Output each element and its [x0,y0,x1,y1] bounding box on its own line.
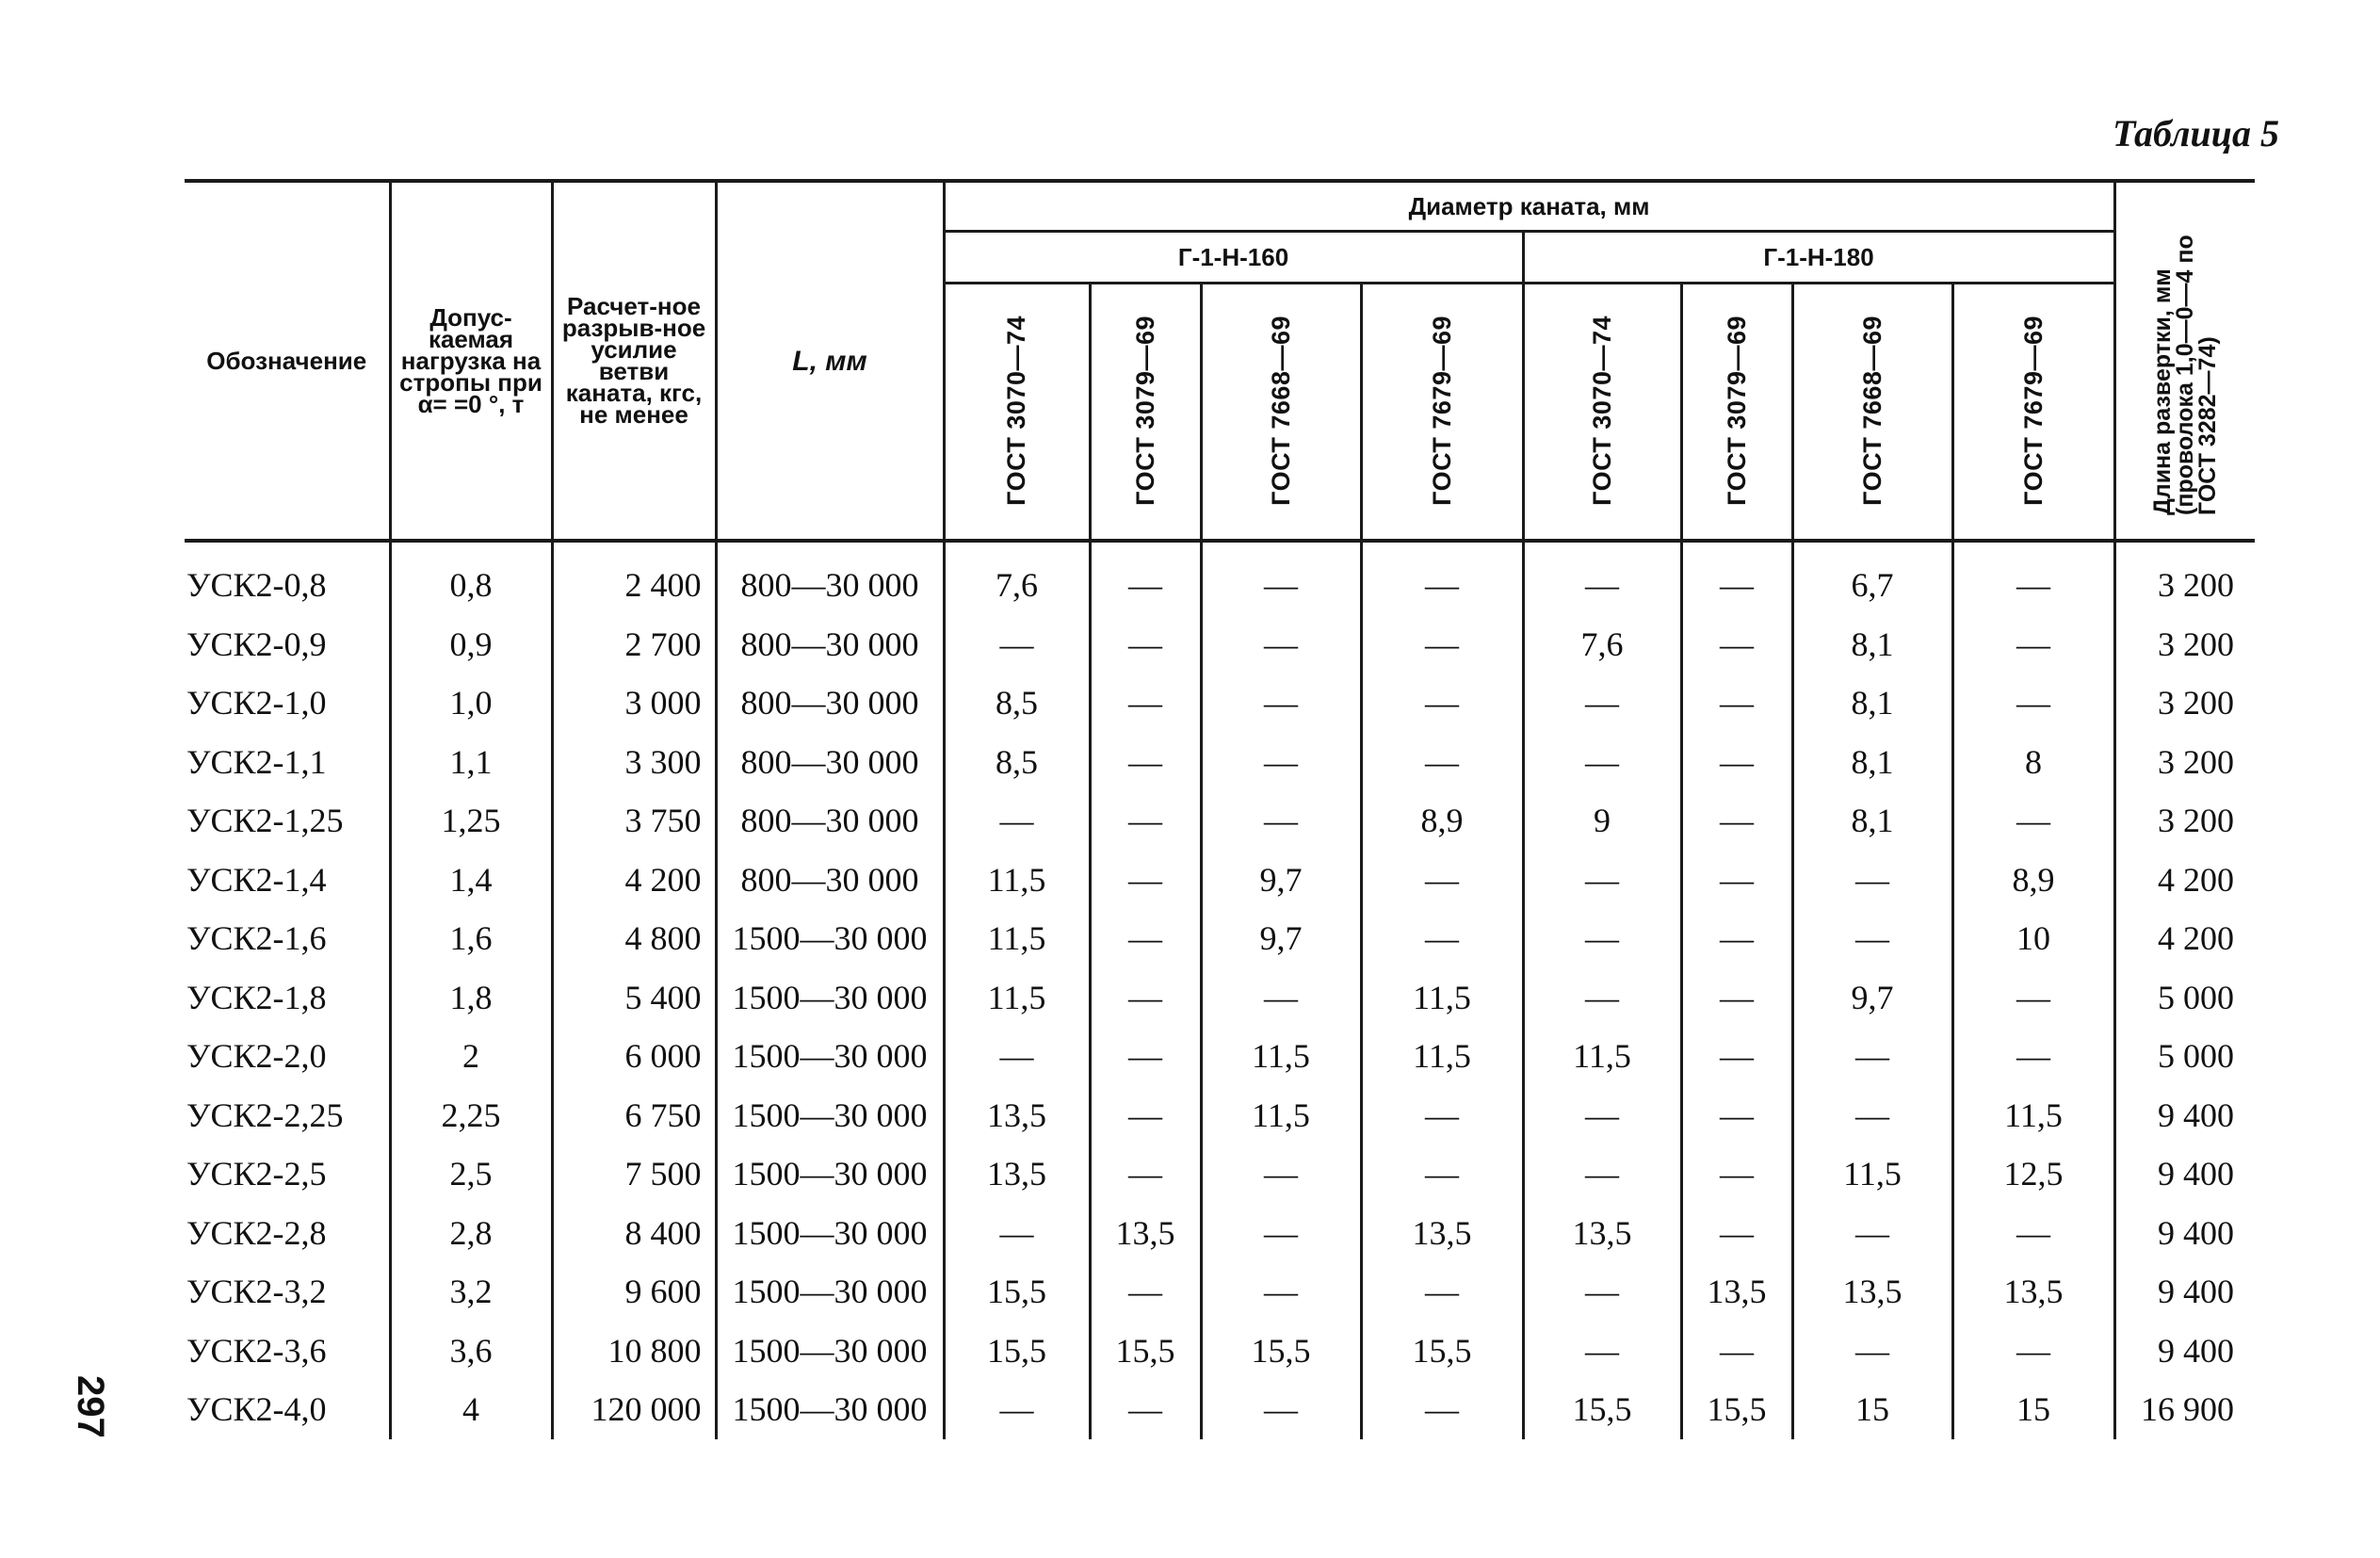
page-number: 297 [70,1375,111,1438]
cell-development-length: 5 000 [2114,968,2255,1028]
cell-breaking-force: 3 000 [552,674,716,733]
cell-development-length: 5 000 [2114,1027,2255,1086]
header-rope-diameter: Диаметр каната, мм [944,181,2114,232]
cell-diameter: — [1201,1144,1361,1204]
cell-diameter: 12,5 [1952,1144,2114,1204]
cell-diameter: — [1090,791,1201,851]
cell-diameter: — [1952,1027,2114,1086]
cell-breaking-force: 4 800 [552,909,716,968]
cell-diameter: 13,5 [1523,1204,1681,1263]
cell-diameter: 11,5 [1361,1027,1523,1086]
cell-diameter: — [1681,1027,1792,1086]
cell-load: 3,2 [390,1262,552,1322]
cell-diameter: 13,5 [1090,1204,1201,1263]
cell-diameter: — [1792,851,1952,910]
cell-designation: УСК2-2,8 [185,1204,390,1263]
cell-diameter: — [1952,968,2114,1028]
cell-development-length: 3 200 [2114,733,2255,792]
cell-diameter: — [1090,1380,1201,1439]
cell-diameter: 8,9 [1361,791,1523,851]
cell-diameter: 15,5 [1090,1322,1201,1381]
cell-breaking-force: 7 500 [552,1144,716,1204]
cell-length: 1500—30 000 [716,909,944,968]
cell-load: 1,6 [390,909,552,968]
cell-diameter: — [1361,674,1523,733]
cell-diameter: — [1201,1204,1361,1263]
cell-diameter: — [1361,1086,1523,1145]
cell-diameter: — [1681,733,1792,792]
cell-diameter: — [944,1380,1090,1439]
cell-length: 800—30 000 [716,733,944,792]
cell-diameter: — [1201,1262,1361,1322]
cell-diameter: 11,5 [1952,1086,2114,1145]
cell-diameter: 8,5 [944,674,1090,733]
cell-diameter: — [1523,541,1681,615]
cell-diameter: — [1090,1262,1201,1322]
table-row [185,1086,2255,1145]
cell-diameter: — [1201,541,1361,615]
header-gost-7668-a: ГОСТ 7668—69 [1201,284,1361,542]
cell-diameter: 8,1 [1792,674,1952,733]
table-row [185,1144,2255,1204]
cell-diameter: — [1361,1380,1523,1439]
cell-diameter: — [1361,1262,1523,1322]
cell-diameter: — [1952,674,2114,733]
header-group-180: Г-1-Н-180 [1523,232,2114,284]
header-gost-3070-b: ГОСТ 3070—74 [1523,284,1681,542]
cell-diameter: — [1201,791,1361,851]
cell-diameter: — [1090,1144,1201,1204]
cell-development-length: 9 400 [2114,1262,2255,1322]
cell-load: 3,6 [390,1322,552,1381]
table-row [185,615,2255,674]
cell-diameter: — [1523,1144,1681,1204]
cell-diameter: — [1361,851,1523,910]
cell-diameter: — [1681,791,1792,851]
header-group-160: Г-1-Н-160 [944,232,1523,284]
table-row [185,674,2255,733]
cell-diameter: 15,5 [1361,1322,1523,1381]
cell-diameter: — [944,791,1090,851]
cell-diameter: — [1681,615,1792,674]
cell-diameter: — [1523,851,1681,910]
cell-diameter: 15,5 [1681,1380,1792,1439]
cell-diameter: 11,5 [1201,1086,1361,1145]
table-caption: Таблица 5 [2113,112,2279,154]
cell-load: 2,8 [390,1204,552,1263]
header-gost-3079-a: ГОСТ 3079—69 [1090,284,1201,542]
specification-table [185,179,2255,1439]
table-row [185,1027,2255,1086]
cell-diameter: — [1090,909,1201,968]
cell-designation: УСК2-4,0 [185,1380,390,1439]
cell-diameter: 8,1 [1792,733,1952,792]
cell-designation: УСК2-3,2 [185,1262,390,1322]
cell-load: 1,8 [390,968,552,1028]
cell-diameter: 15 [1952,1380,2114,1439]
cell-diameter: 7,6 [1523,615,1681,674]
cell-diameter: — [944,1204,1090,1263]
cell-diameter: — [1523,909,1681,968]
cell-diameter: 13,5 [1681,1262,1792,1322]
cell-diameter: 15 [1792,1380,1952,1439]
cell-diameter: — [1090,1027,1201,1086]
cell-diameter: — [1523,674,1681,733]
cell-diameter: — [1361,909,1523,968]
cell-diameter: 9,7 [1201,851,1361,910]
cell-diameter: — [1681,1144,1792,1204]
cell-diameter: — [1201,674,1361,733]
table-row [185,909,2255,968]
cell-breaking-force: 9 600 [552,1262,716,1322]
header-gost-3079-b: ГОСТ 3079—69 [1681,284,1792,542]
cell-diameter: 11,5 [1792,1144,1952,1204]
header-gost-7679-a: ГОСТ 7679—69 [1361,284,1523,542]
cell-designation: УСК2-0,9 [185,615,390,674]
cell-load: 2 [390,1027,552,1086]
cell-diameter: 15,5 [944,1262,1090,1322]
cell-diameter: — [1792,909,1952,968]
cell-breaking-force: 8 400 [552,1204,716,1263]
cell-development-length: 9 400 [2114,1322,2255,1381]
cell-diameter: 15,5 [1201,1322,1361,1381]
cell-diameter: — [1361,1144,1523,1204]
cell-diameter: — [1090,733,1201,792]
cell-designation: УСК2-2,25 [185,1086,390,1145]
cell-diameter: 9,7 [1792,968,1952,1028]
cell-load: 2,25 [390,1086,552,1145]
cell-diameter: — [1361,733,1523,792]
cell-length: 800—30 000 [716,615,944,674]
cell-diameter: 11,5 [944,968,1090,1028]
header-designation: Обозначение [185,181,390,541]
cell-diameter: — [1090,541,1201,615]
cell-diameter: 11,5 [1523,1027,1681,1086]
cell-development-length: 9 400 [2114,1144,2255,1204]
cell-load: 4 [390,1380,552,1439]
cell-diameter: — [1201,615,1361,674]
cell-diameter: — [1681,909,1792,968]
cell-development-length: 9 400 [2114,1086,2255,1145]
cell-designation: УСК2-0,8 [185,541,390,615]
cell-diameter: — [1201,733,1361,792]
cell-diameter: — [1952,1322,2114,1381]
cell-diameter: — [1681,851,1792,910]
cell-diameter: — [1201,1380,1361,1439]
cell-diameter: 7,6 [944,541,1090,615]
cell-designation: УСК2-1,25 [185,791,390,851]
cell-designation: УСК2-1,6 [185,909,390,968]
table-row [185,1322,2255,1381]
cell-designation: УСК2-1,8 [185,968,390,1028]
cell-length: 1500—30 000 [716,1204,944,1263]
cell-development-length: 3 200 [2114,615,2255,674]
cell-diameter: 11,5 [1361,968,1523,1028]
cell-length: 1500—30 000 [716,968,944,1028]
cell-length: 800—30 000 [716,851,944,910]
header-load: Допус-каемая нагрузка на стропы при α= =0 °, т [390,181,552,541]
cell-diameter: 6,7 [1792,541,1952,615]
cell-diameter: — [1090,851,1201,910]
cell-diameter: 8 [1952,733,2114,792]
cell-designation: УСК2-1,1 [185,733,390,792]
cell-designation: УСК2-1,0 [185,674,390,733]
cell-diameter: — [1523,733,1681,792]
cell-length: 800—30 000 [716,541,944,615]
cell-designation: УСК2-2,0 [185,1027,390,1086]
cell-diameter: — [1523,1322,1681,1381]
cell-diameter: — [1681,674,1792,733]
cell-diameter: — [1792,1322,1952,1381]
header-breaking-force: Расчет-ное разрыв-ное усилие ветви каната, кгс, не менее [552,181,716,541]
header-length: L, мм [716,181,944,541]
cell-breaking-force: 10 800 [552,1322,716,1381]
table-body [185,541,2255,1439]
cell-diameter: 11,5 [944,909,1090,968]
cell-diameter: — [1952,541,2114,615]
cell-diameter: 13,5 [1361,1204,1523,1263]
cell-breaking-force: 5 400 [552,968,716,1028]
cell-length: 1500—30 000 [716,1144,944,1204]
cell-load: 0,9 [390,615,552,674]
cell-diameter: — [1090,674,1201,733]
cell-diameter: — [1681,1086,1792,1145]
header-gost-3070-a: ГОСТ 3070—74 [944,284,1090,542]
cell-diameter: — [1523,1086,1681,1145]
cell-length: 800—30 000 [716,791,944,851]
cell-diameter: — [1792,1204,1952,1263]
cell-diameter: — [1952,791,2114,851]
header-gost-7668-b: ГОСТ 7668—69 [1792,284,1952,542]
cell-diameter: — [1090,968,1201,1028]
cell-diameter: 11,5 [1201,1027,1361,1086]
table-row [185,851,2255,910]
cell-load: 1,25 [390,791,552,851]
cell-length: 1500—30 000 [716,1086,944,1145]
cell-load: 0,8 [390,541,552,615]
cell-development-length: 9 400 [2114,1204,2255,1263]
cell-breaking-force: 120 000 [552,1380,716,1439]
cell-development-length: 3 200 [2114,791,2255,851]
cell-diameter: — [1681,541,1792,615]
cell-development-length: 4 200 [2114,851,2255,910]
cell-load: 2,5 [390,1144,552,1204]
header-gost-7679-b: ГОСТ 7679—69 [1952,284,2114,542]
cell-diameter: 8,1 [1792,615,1952,674]
cell-length: 1500—30 000 [716,1380,944,1439]
cell-development-length: 4 200 [2114,909,2255,968]
cell-diameter: — [1952,615,2114,674]
cell-breaking-force: 6 000 [552,1027,716,1086]
cell-diameter: 8,5 [944,733,1090,792]
cell-designation: УСК2-3,6 [185,1322,390,1381]
cell-load: 1,1 [390,733,552,792]
table-row [185,968,2255,1028]
cell-development-length: 3 200 [2114,541,2255,615]
cell-diameter: 11,5 [944,851,1090,910]
cell-breaking-force: 2 400 [552,541,716,615]
cell-diameter: 13,5 [1952,1262,2114,1322]
cell-diameter: 15,5 [1523,1380,1681,1439]
cell-diameter: 9,7 [1201,909,1361,968]
cell-diameter: 13,5 [944,1144,1090,1204]
cell-diameter: — [944,615,1090,674]
table-row [185,1380,2255,1439]
cell-diameter: — [1952,1204,2114,1263]
cell-breaking-force: 4 200 [552,851,716,910]
cell-diameter: — [1523,1262,1681,1322]
cell-diameter: 8,9 [1952,851,2114,910]
cell-load: 1,0 [390,674,552,733]
cell-length: 1500—30 000 [716,1322,944,1381]
cell-diameter: — [944,1027,1090,1086]
cell-breaking-force: 6 750 [552,1086,716,1145]
table-row [185,1204,2255,1263]
cell-diameter: — [1681,1322,1792,1381]
cell-diameter: — [1523,968,1681,1028]
cell-diameter: — [1090,615,1201,674]
cell-diameter: — [1792,1086,1952,1145]
table-row [185,541,2255,615]
cell-breaking-force: 3 750 [552,791,716,851]
cell-diameter: — [1090,1086,1201,1145]
header-development-length: Длина развертки, мм (проволока 1,0—0—4 по ГОСТ 3282—74) [2114,181,2255,541]
table-row [185,791,2255,851]
cell-diameter: 8,1 [1792,791,1952,851]
cell-load: 1,4 [390,851,552,910]
cell-length: 1500—30 000 [716,1262,944,1322]
cell-breaking-force: 2 700 [552,615,716,674]
cell-diameter: 15,5 [944,1322,1090,1381]
cell-diameter: — [1361,541,1523,615]
table-row [185,1262,2255,1322]
cell-diameter: — [1681,1204,1792,1263]
cell-diameter: 10 [1952,909,2114,968]
cell-diameter: — [1361,615,1523,674]
cell-diameter: — [1681,968,1792,1028]
cell-designation: УСК2-2,5 [185,1144,390,1204]
cell-development-length: 16 900 [2114,1380,2255,1439]
cell-development-length: 3 200 [2114,674,2255,733]
cell-diameter: — [1792,1027,1952,1086]
cell-diameter: 9 [1523,791,1681,851]
cell-length: 1500—30 000 [716,1027,944,1086]
cell-diameter: 13,5 [944,1086,1090,1145]
cell-designation: УСК2-1,4 [185,851,390,910]
cell-length: 800—30 000 [716,674,944,733]
table-row [185,733,2255,792]
cell-diameter: — [1201,968,1361,1028]
cell-breaking-force: 3 300 [552,733,716,792]
cell-diameter: 13,5 [1792,1262,1952,1322]
